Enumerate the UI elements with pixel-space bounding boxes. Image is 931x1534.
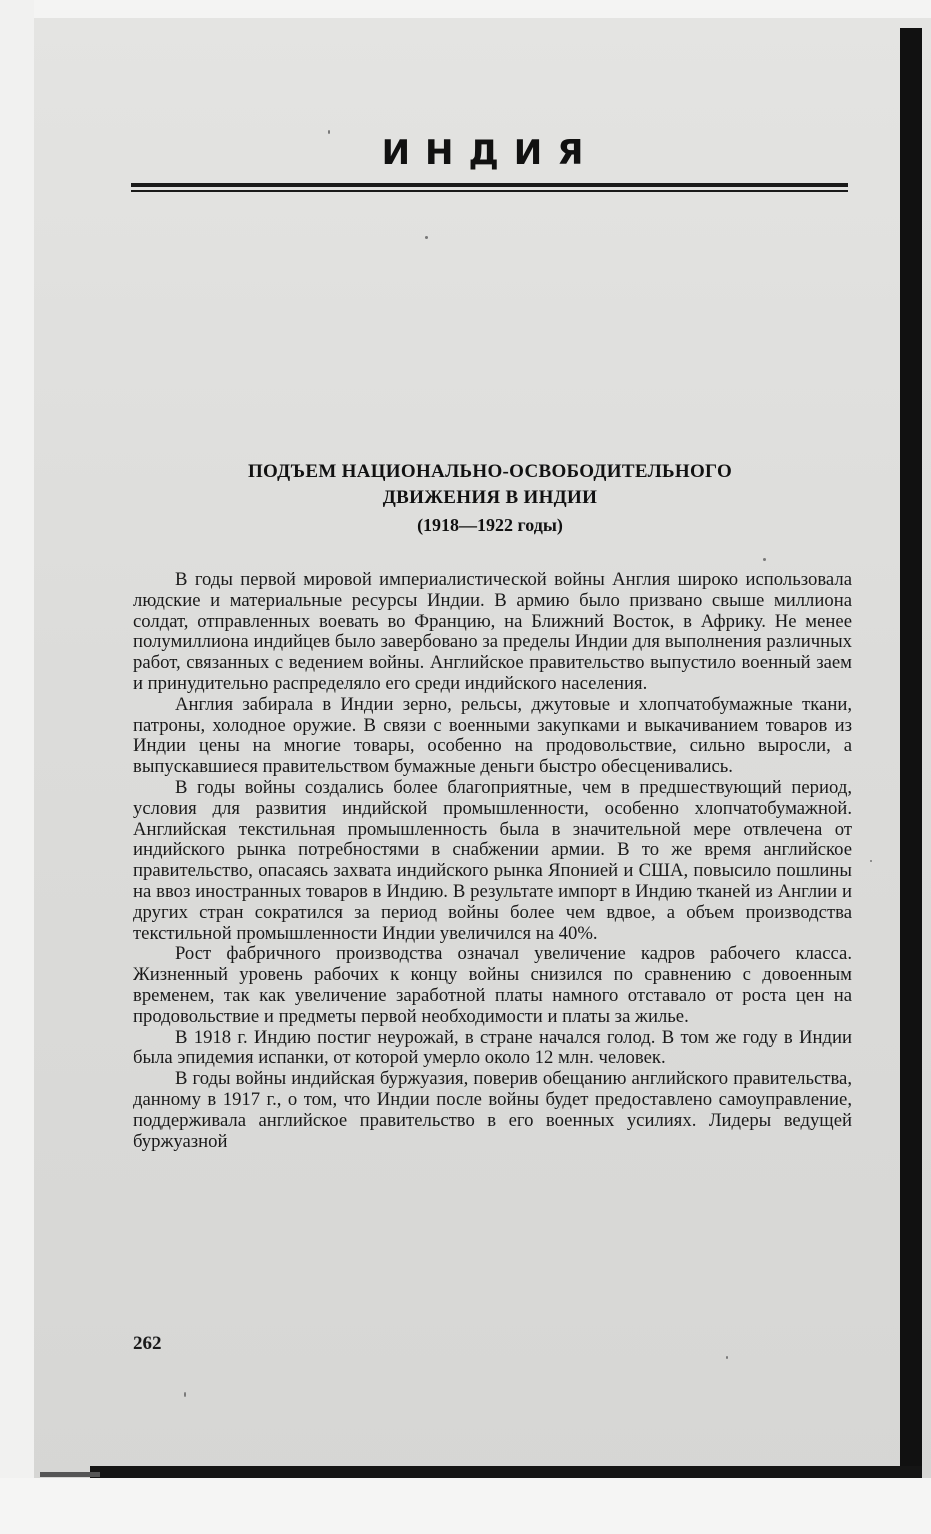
article-heading [132,459,848,538]
paragraph-1: В годы первой мировой империалистической войны Англия широко использовала людские и материальные ресурсы Индии. В армию было призвано свыше миллиона солдат, отправленных воевать во Францию, на Ближний Восток, в Африку. Не менее полумиллиона индийцев было завербовано за пределы Индии для выполнения различных работ, связанных с ведением войны. Английское правительство выпустило военный заем и принудительно распределяло его среди индийского населения. [133,569,852,694]
paragraph-2: Англия забирала в Индии зерно, рельсы, джутовые и хлопчатобумажные ткани, патроны, холодное оружие. В связи с военными закупками и выкачиванием товаров из Индии цены на многие товары, особенно на продовольствие, сильно выросли, а выпускавшиеся правительством бумажные деньги быстро обесценивались. [133,693,852,778]
page-number: 262 [133,1333,162,1354]
scan-shadow-bottom [90,1466,922,1478]
scan-bottom-margin [0,1478,931,1534]
article-years: (1918—1922 годы) [417,515,563,535]
article-heading-line-2: ДВИЖЕНИЯ В ИНДИИ [382,487,598,508]
title-rule-thick [131,183,848,187]
scan-top-margin [0,0,931,18]
paragraph-3: В годы войны создались более благоприятные, чем в предшествующий период, условия для развития индийской промышленности, особенно хлопчатобумажной. Английская текстильная промышленность была в значительной мере отвлечена от индийского рынка потребностями в снабжении армии. В то же время английское правительство, опасаясь захвата индийского рынка Японией и США, повысило пошлины на ввоз иностранных товаров в Индию. В результате импорт в Индию тканей из Англии и других стран сократился за период войны более чем вдвое, а объем производства текстильной промышленности Индии увеличился на 40%. [133,776,852,944]
paragraph-4: Рост фабричного производства означал увеличение кадров рабочего класса. Жизненный уровень рабочих к концу войны снизился по сравнению с довоенным временем, так как увеличение заработной платы намного отставало от роста цен на продовольствие и предметы первой необходимости и платы за жилье. [133,943,852,1027]
title-rule-thin [131,190,848,192]
article-body [133,570,852,1152]
scan-shadow-bottom-fade [40,1472,100,1477]
scan-speck [726,1356,728,1359]
scan-left-margin [0,0,34,1534]
scan-speck [425,236,428,239]
paragraph-6: В годы войны индийская буржуазия, поверив обещанию английского правительства, данному в 1917 г., о том, что Индии после войны будет предоставлено самоуправление, поддерживала английское правительство в его военных усилиях. Лидеры ведущей буржуазной [133,1068,852,1152]
scan-speck [184,1392,186,1397]
paragraph-5: В 1918 г. Индию постиг неурожай, в стране начался голод. В том же году в Индии была эпидемия испанки, от которой умерло около 12 млн. человек. [133,1026,852,1069]
scan-shadow-right [900,28,922,1478]
scan-speck [870,860,872,862]
scan-speck [763,558,766,561]
article-heading-line-1: ПОДЪЕМ НАЦИОНАЛЬНО-ОСВОБОДИТЕЛЬНОГО [247,461,733,482]
section-title: ИНДИЯ [381,133,599,173]
